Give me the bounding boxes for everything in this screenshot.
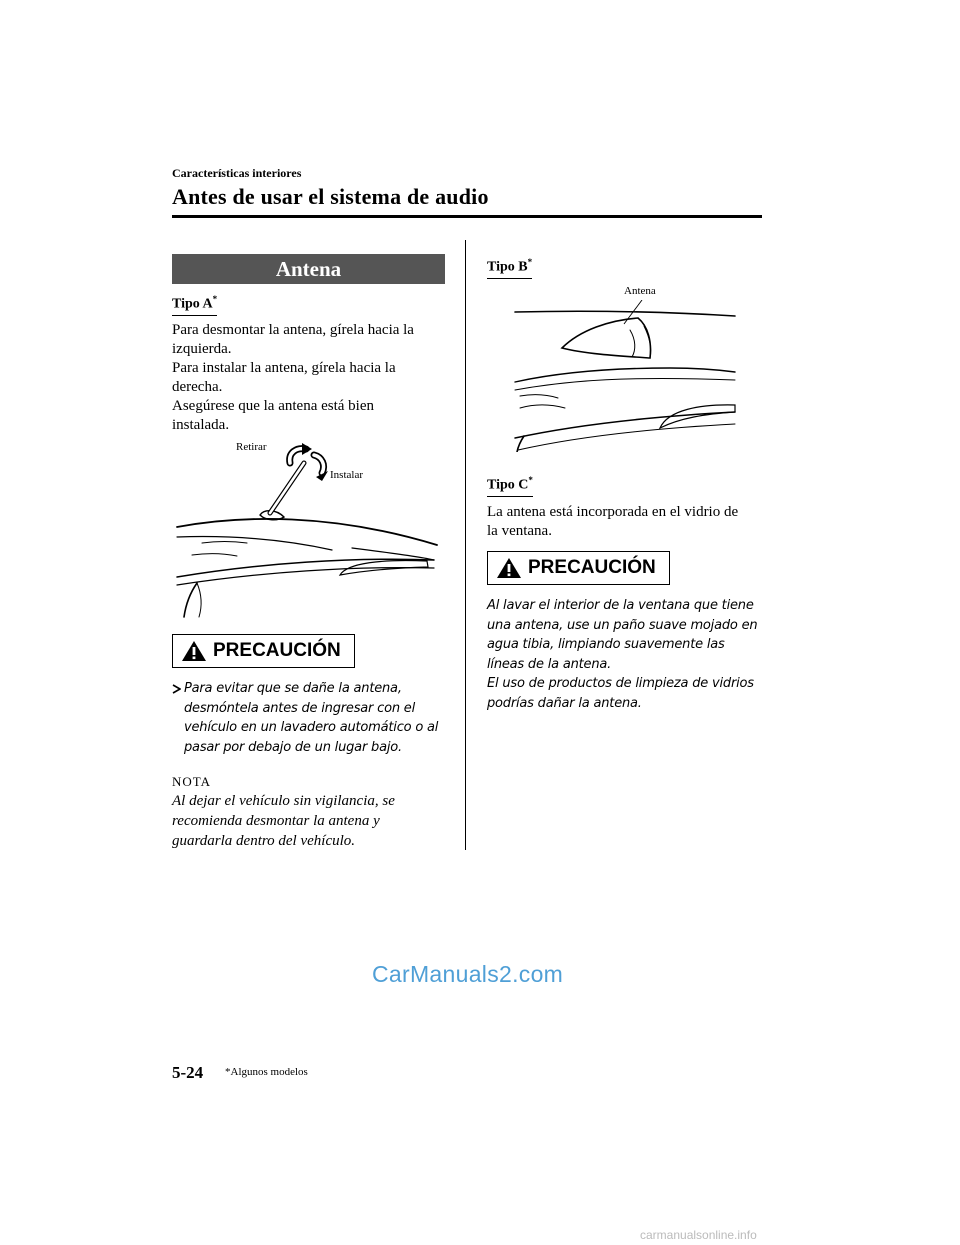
- note-text: [172, 791, 395, 851]
- text-line: Al dejar el vehículo sin vigilancia, se: [172, 793, 395, 809]
- type-b-antenna-figure: [510, 300, 740, 452]
- text-line: Para evitar que se dañe la antena,: [184, 681, 402, 696]
- caution-heading: PRECAUCIÓN: [213, 640, 341, 661]
- caution-left-text: [172, 679, 457, 757]
- warning-icon: [496, 557, 522, 579]
- text-line: pasar por debajo de un lugar bajo.: [184, 739, 402, 755]
- type-b-label: Tipo B*: [487, 257, 532, 279]
- install-label: Instalar: [330, 469, 363, 481]
- caution-box: [487, 551, 670, 585]
- text-line: Al lavar el interior de la ventana que tiene: [487, 598, 754, 613]
- watermark-logo: CarManuals2.com: [372, 961, 564, 987]
- breadcrumb: Características interiores: [172, 166, 302, 180]
- text-line: El uso de productos de limpieza de vidrios: [487, 676, 754, 691]
- type-a-label: Tipo A*: [172, 294, 217, 316]
- type-a-instructions: [172, 321, 414, 435]
- text-line: instalada.: [172, 417, 230, 433]
- warning-icon: [181, 640, 207, 662]
- page-number: 5-24: [172, 1063, 204, 1082]
- text-line: derecha.: [172, 379, 223, 395]
- section-heading: Antena: [172, 254, 445, 284]
- footnote: *Algunos modelos: [225, 1066, 308, 1078]
- text-line: La antena está incorporada en el vidrio de: [487, 504, 739, 520]
- antenna-label: Antena: [624, 285, 656, 297]
- note-label: NOTA: [172, 774, 212, 789]
- text-line: Para instalar la antena, gírela hacia la: [172, 360, 396, 376]
- type-c-text: [487, 503, 738, 541]
- text-line: desmóntela antes de ingresar con el: [184, 700, 416, 716]
- caution-bullet-item: [172, 679, 457, 757]
- text-line: vehículo en un lavadero automático o al: [184, 720, 439, 735]
- text-line: guardarla dentro del vehículo.: [172, 833, 356, 849]
- text-line: izquierda.: [172, 341, 232, 357]
- text-line: líneas de la antena.: [487, 656, 612, 672]
- text-line: Para desmontar la antena, gírela hacia la: [172, 322, 414, 338]
- title-rule: [172, 215, 762, 218]
- column-divider: [465, 240, 466, 850]
- type-c-label: Tipo C*: [487, 475, 533, 497]
- caution-box: [172, 634, 355, 668]
- type-a-antenna-figure: [172, 435, 447, 625]
- caution-heading: PRECAUCIÓN: [528, 557, 656, 578]
- text-line: podrías dañar la antena.: [487, 695, 642, 711]
- caution-right-text: [487, 596, 767, 713]
- text-line: la ventana.: [487, 523, 552, 539]
- page-title: Antes de usar el sistema de audio: [172, 184, 489, 209]
- arrow-bullet-icon: [172, 684, 181, 694]
- text-line: agua tibia, limpiando suavemente las: [487, 637, 725, 652]
- text-line: una antena, use un paño suave mojado en: [487, 617, 758, 633]
- remove-label: Retirar: [236, 441, 267, 453]
- text-line: Asegúrese que la antena está bien: [172, 398, 374, 414]
- site-watermark: carmanualsonline.info: [640, 1228, 757, 1242]
- text-line: recomienda desmontar la antena y: [172, 813, 380, 829]
